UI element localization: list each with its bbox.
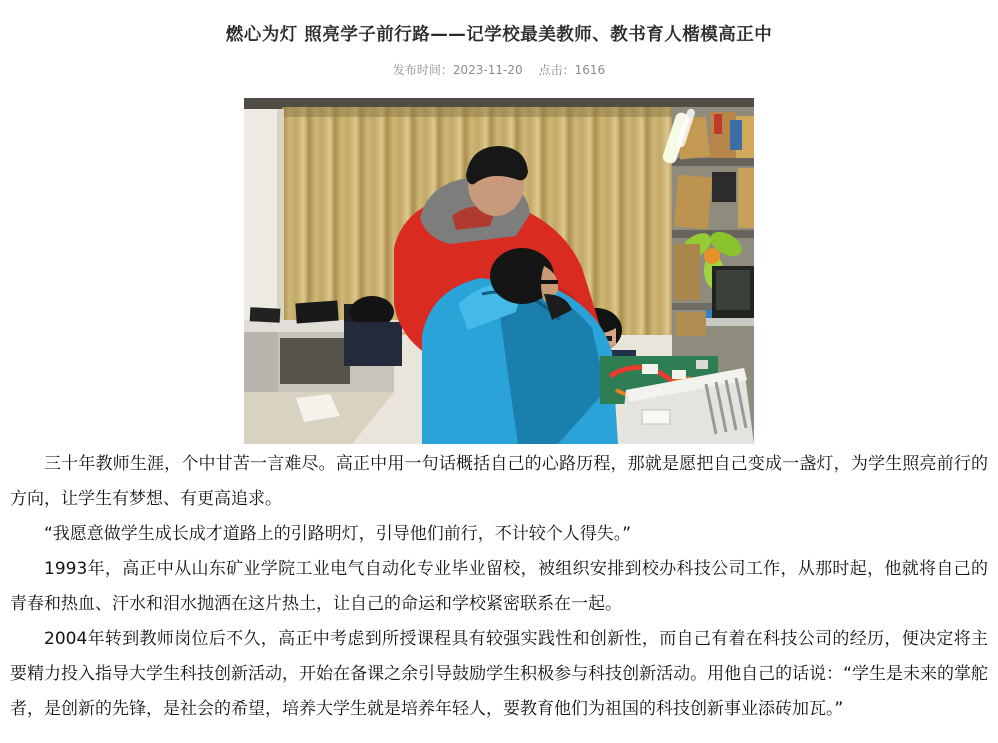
hits-value: 1616 xyxy=(574,63,606,77)
lab-photo-illustration xyxy=(244,98,754,444)
article-meta xyxy=(0,61,998,78)
article-photo xyxy=(0,98,998,444)
paragraph-3: 1993年，高正中从山东矿业学院工业电气自动化专业毕业留校，被组织安排到校办科技公司工作，从那时起，他就将自己的青春和热血、汗水和泪水抛洒在这片热土，让自己的命运和学校紧密联系在一起。 xyxy=(10,559,988,614)
paragraph-2: “我愿意做学生成长成才道路上的引路明灯，引导他们前行，不计较个人得失。” xyxy=(44,524,632,544)
article-body xyxy=(0,447,998,727)
hits-label: 点击： xyxy=(538,63,575,77)
paragraph-4: 2004年转到教师岗位后不久，高正中考虑到所授课程具有较强实践性和创新性，而自己有着在科技公司的经历，便决定将主要精力投入指导大学生科技创新活动，开始在备课之余引导鼓励学生积极参与科技创新活动。用他自己的话说：“学生是未来的掌舵者，是创新的先锋，是社会的希望，培养大学生就是培养年轻人，要教育他们为祖国的科技创新事业添砖加瓦。” xyxy=(10,629,988,719)
page-title: 燃心为灯 照亮学子前行路——记学校最美教师、教书育人楷模高正中 xyxy=(225,25,773,45)
publish-time-value: 2023-11-20 xyxy=(452,63,523,77)
publish-time-label: 发布时间： xyxy=(392,63,453,77)
monitor xyxy=(706,266,754,326)
paragraph-1: 三十年教师生涯，个中甘苦一言难尽。高正中用一句话概括自己的心路历程，那就是愿把自己变成一盏灯，为学生照亮前行的方向，让学生有梦想、有更高追求。 xyxy=(10,454,988,509)
